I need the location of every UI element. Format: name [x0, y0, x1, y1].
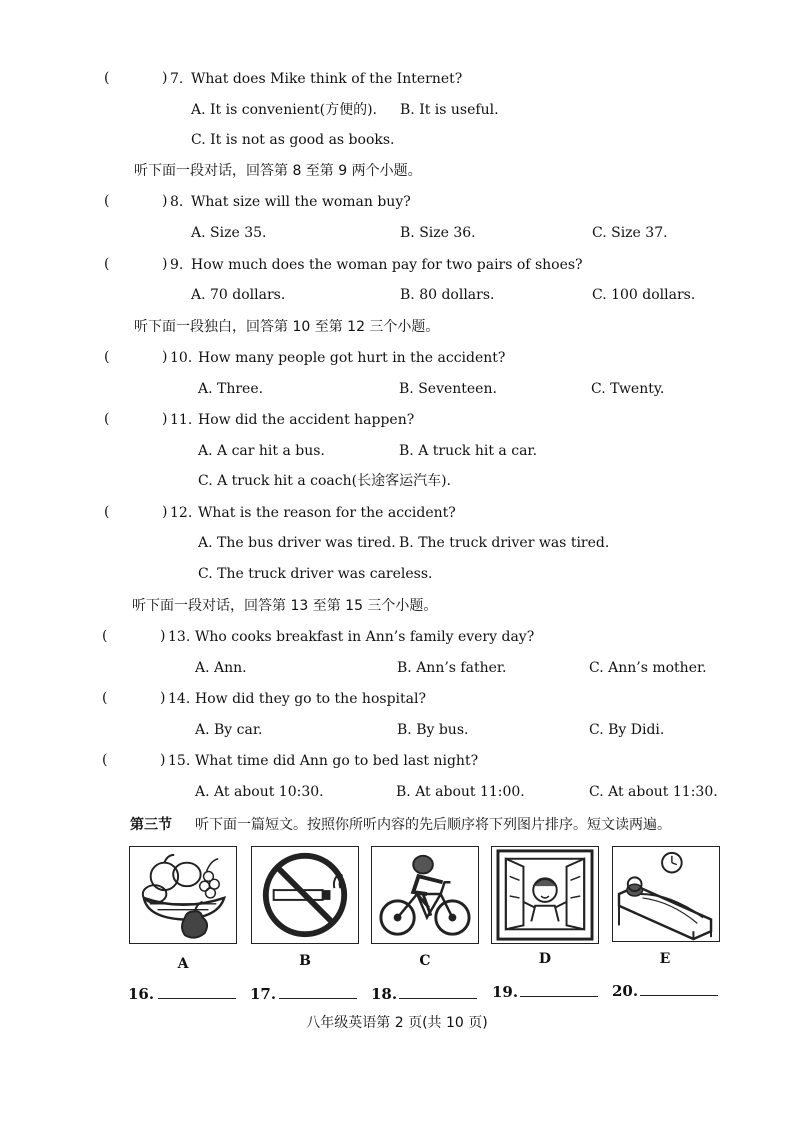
picture-e [612, 846, 720, 942]
q7-number: 7. [170, 71, 184, 87]
answer-paren-close: ) [160, 628, 166, 644]
sleeping-bed-icon [613, 847, 719, 941]
answer-paren-close: ) [160, 690, 166, 706]
answer-paren-open: ( [104, 411, 110, 427]
q8-option-c: C. Size 37. [592, 225, 668, 241]
picture-a-label: A [177, 956, 189, 972]
q9-option-c: C. 100 dollars. [592, 287, 696, 303]
q11-number: 11. [170, 412, 193, 428]
picture-b [251, 846, 359, 944]
q13-option-a: A. Ann. [195, 660, 247, 676]
q10-option-b: B. Seventeen. [399, 381, 497, 397]
answer-blank-19[interactable] [520, 996, 598, 997]
instruction-13-15: 听下面一段对话，回答第 13 至第 15 三个小题。 [132, 598, 438, 614]
q7-option-b: B. It is useful. [400, 102, 499, 118]
answer-paren-open: ( [104, 70, 110, 86]
q9-option-b: B. 80 dollars. [400, 287, 495, 303]
q13-number: 13. [168, 629, 191, 645]
q12-text: What is the reason for the accident? [198, 505, 456, 521]
answer-paren-open: ( [102, 690, 108, 706]
q13-text: Who cooks breakfast in Ann’s family every day? [195, 629, 535, 645]
q11-option-c: C. A truck hit a coach(长途客运汽车). [198, 473, 451, 489]
answer-paren-close: ) [162, 349, 168, 365]
q7-text: What does Mike think of the Internet? [191, 71, 463, 87]
q13-option-c: C. Ann’s mother. [589, 660, 707, 676]
answer-paren-close: ) [160, 752, 166, 768]
q8-option-b: B. Size 36. [400, 225, 476, 241]
section-3-label: 第三节 [130, 817, 172, 833]
answer-paren-open: ( [102, 752, 108, 768]
q12-number: 12. [170, 505, 193, 521]
q13-option-b: B. Ann’s father. [397, 660, 507, 676]
blank-17-number: 17. [250, 985, 277, 1003]
q12-option-a: A. The bus driver was tired. [198, 535, 396, 551]
page-footer: 八年级英语第 2 页(共 10 页) [306, 1015, 488, 1031]
q8-text: What size will the woman buy? [191, 194, 411, 210]
q7-option-c: C. It is not as good as books. [191, 132, 395, 148]
q7-option-a: A. It is convenient(方便的). [191, 102, 378, 118]
q14-text: How did they go to the hospital? [195, 691, 426, 707]
q15-option-a: A. At about 10:30. [195, 784, 324, 800]
q11-option-b: B. A truck hit a car. [399, 443, 538, 459]
q14-option-a: A. By car. [195, 722, 263, 738]
picture-e-label: E [659, 951, 671, 967]
q10-text: How many people got hurt in the accident? [198, 350, 506, 366]
q14-option-c: C. By Didi. [589, 722, 665, 738]
picture-d-label: D [538, 951, 552, 967]
blank-18-number: 18. [371, 985, 398, 1003]
answer-paren-open: ( [104, 256, 110, 272]
cyclist-icon [372, 847, 478, 943]
q10-option-a: A. Three. [198, 381, 264, 397]
q8-number: 8. [170, 194, 184, 210]
answer-paren-close: ) [162, 411, 168, 427]
q14-option-b: B. By bus. [397, 722, 469, 738]
q14-number: 14. [168, 691, 191, 707]
q15-text: What time did Ann go to bed last night? [195, 753, 479, 769]
blank-20-number: 20. [612, 982, 639, 1000]
q15-number: 15. [168, 753, 191, 769]
q9-option-a: A. 70 dollars. [191, 287, 286, 303]
answer-blank-16[interactable] [158, 998, 236, 999]
answer-blank-17[interactable] [279, 998, 357, 999]
answer-paren-open: ( [104, 349, 110, 365]
q12-option-c: C. The truck driver was careless. [198, 566, 433, 582]
answer-blank-20[interactable] [640, 995, 718, 996]
q15-option-b: B. At about 11:00. [396, 784, 525, 800]
picture-a [129, 846, 237, 944]
picture-c [371, 846, 479, 944]
answer-paren-open: ( [104, 193, 110, 209]
q12-option-b: B. The truck driver was tired. [399, 535, 610, 551]
q9-number: 9. [170, 257, 184, 273]
no-smoking-icon [252, 847, 358, 943]
blank-16-number: 16. [128, 985, 155, 1003]
q8-option-a: A. Size 35. [191, 225, 267, 241]
q10-number: 10. [170, 350, 193, 366]
answer-paren-close: ) [162, 504, 168, 520]
window-boy-icon [492, 847, 598, 943]
instruction-8-9: 听下面一段对话，回答第 8 至第 9 两个小题。 [134, 163, 422, 179]
picture-c-label: C [419, 953, 431, 969]
answer-paren-open: ( [102, 628, 108, 644]
answer-paren-close: ) [162, 193, 168, 209]
answer-paren-close: ) [162, 256, 168, 272]
picture-b-label: B [299, 953, 311, 969]
instruction-10-12: 听下面一段独白，回答第 10 至第 12 三个小题。 [134, 319, 440, 335]
section-3-instruction: 听下面一篇短文。按照你所听内容的先后顺序将下列图片排序。短文读两遍。 [195, 817, 671, 833]
q15-option-c: C. At about 11:30. [589, 784, 718, 800]
answer-blank-18[interactable] [399, 998, 477, 999]
q9-text: How much does the woman pay for two pairs of shoes? [191, 257, 583, 273]
picture-d [491, 846, 599, 944]
q11-option-a: A. A car hit a bus. [198, 443, 325, 459]
fruit-basket-icon [130, 847, 236, 943]
blank-19-number: 19. [492, 983, 519, 1001]
answer-paren-open: ( [104, 504, 110, 520]
q11-text: How did the accident happen? [198, 412, 415, 428]
q10-option-c: C. Twenty. [591, 381, 665, 397]
answer-paren-close: ) [162, 70, 168, 86]
